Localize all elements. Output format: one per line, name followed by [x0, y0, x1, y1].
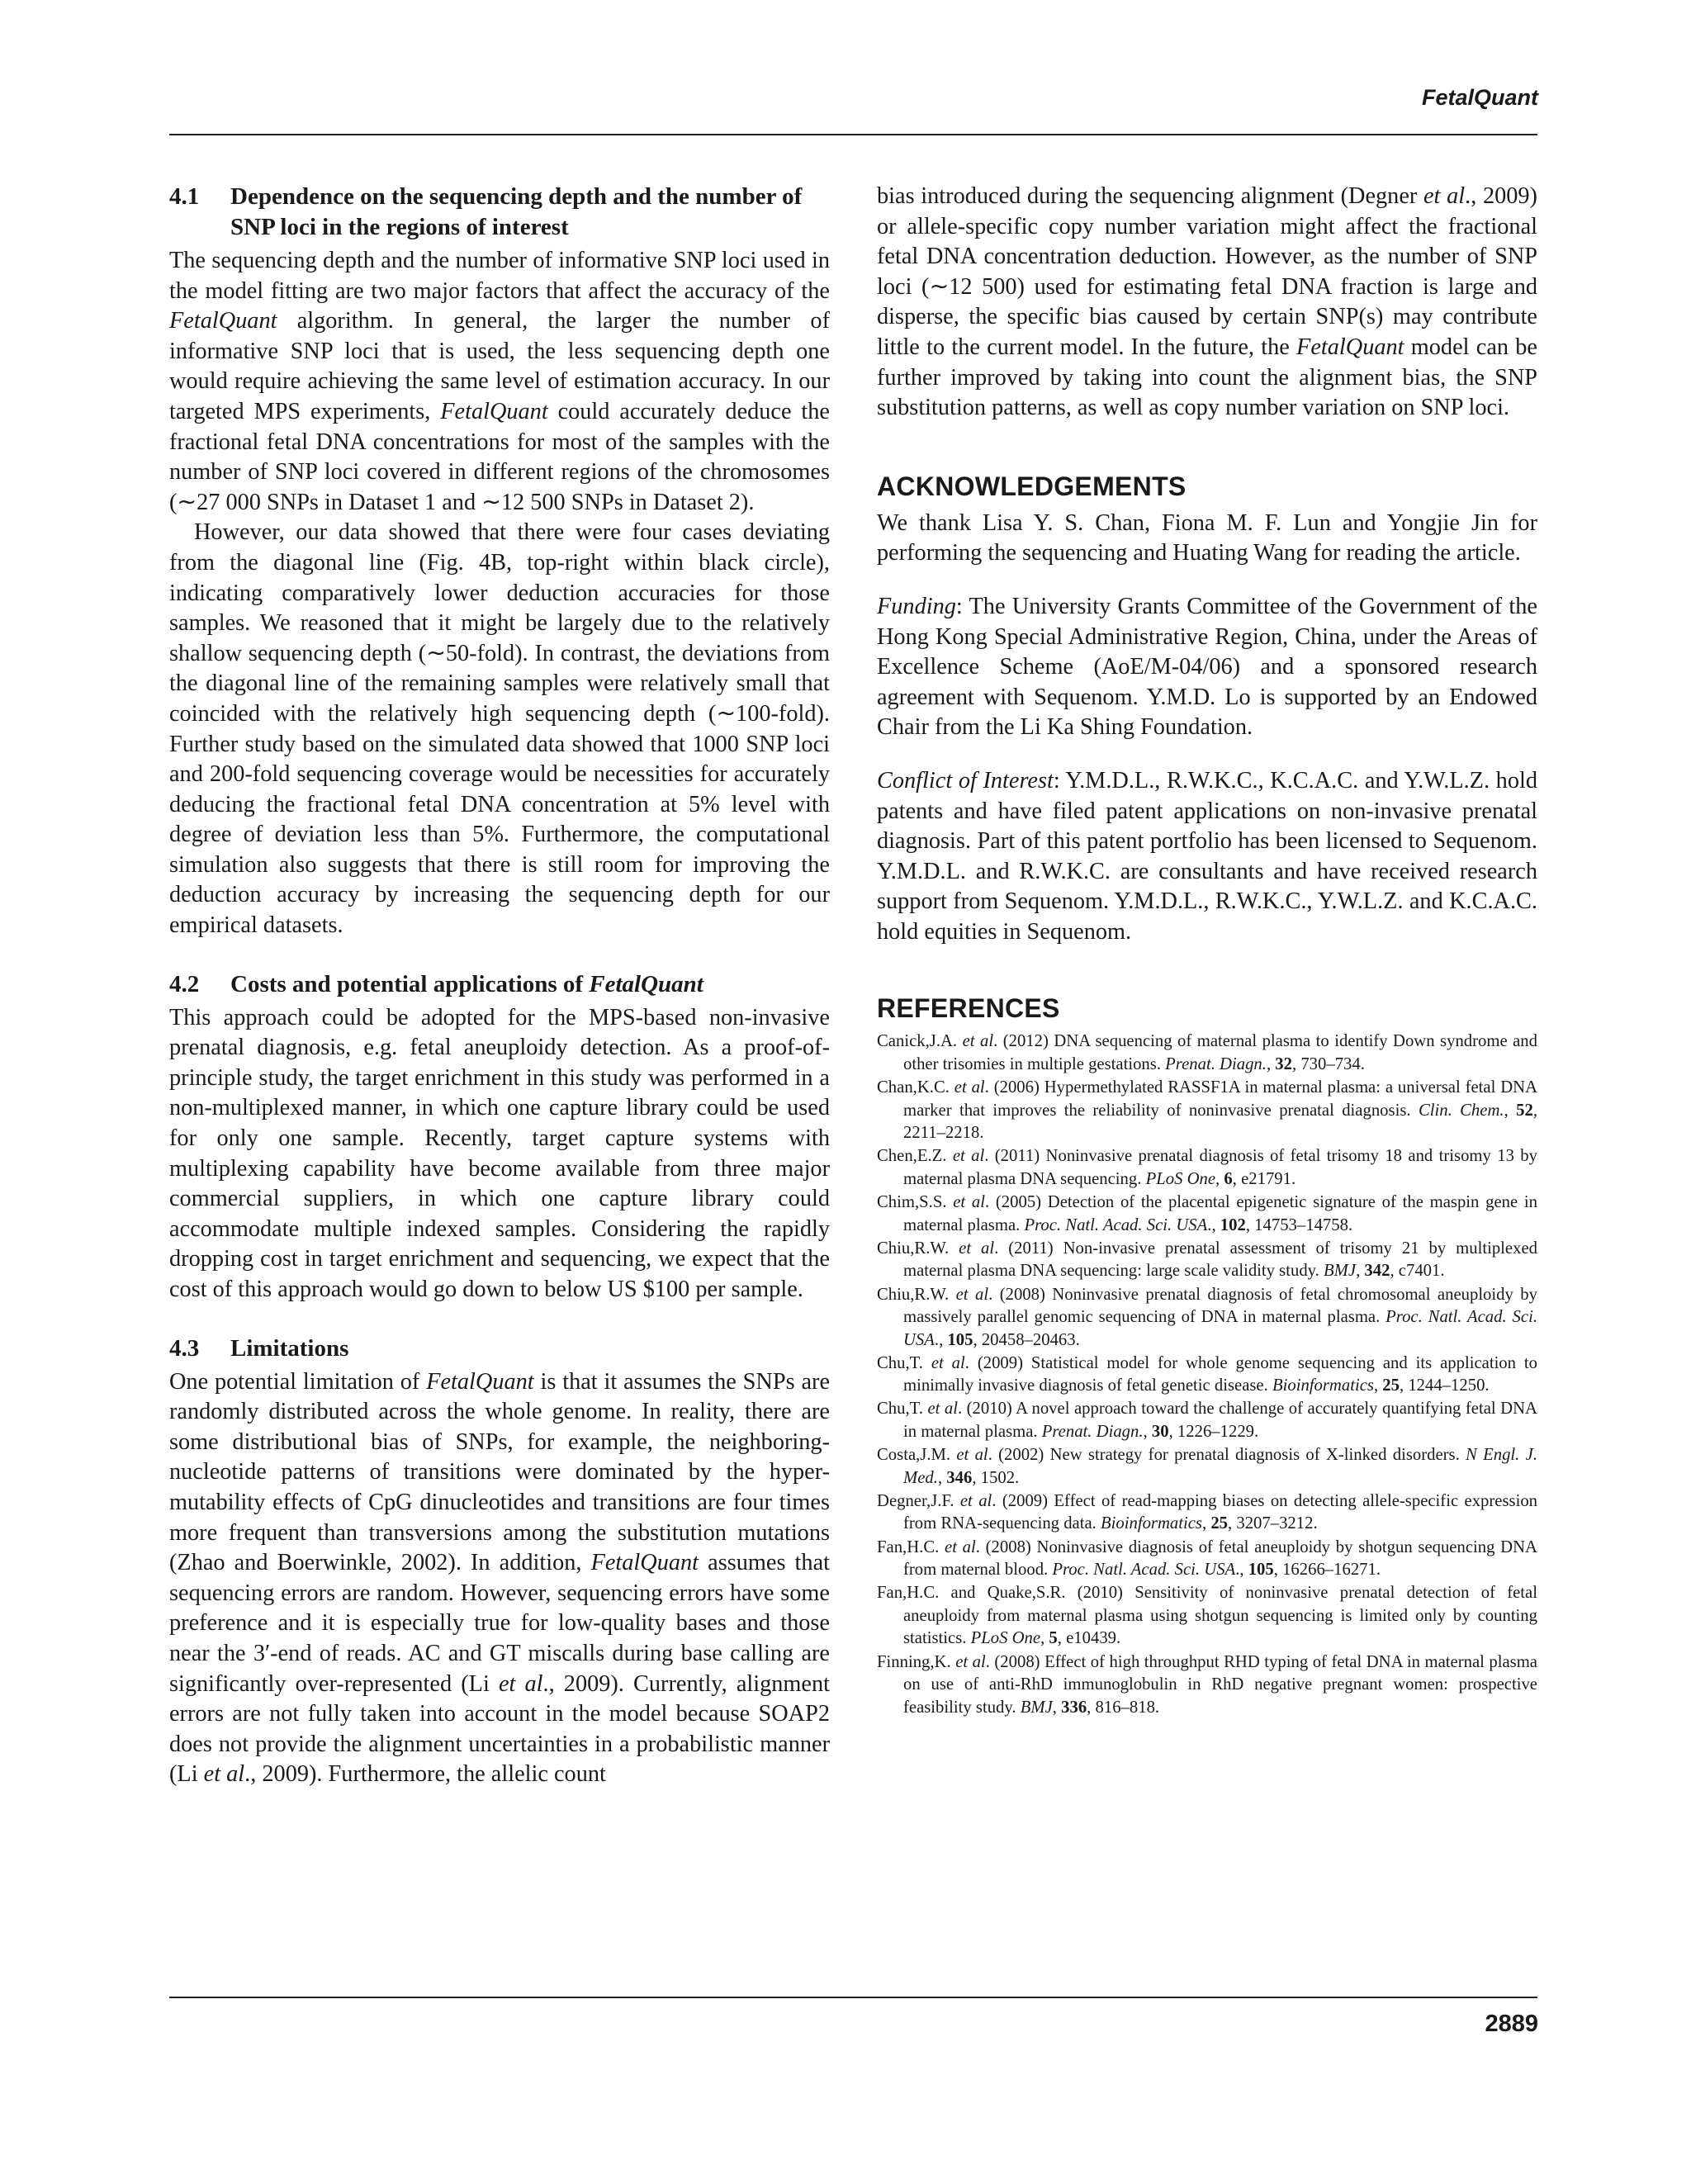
acknowledgements-heading: ACKNOWLEDGEMENTS — [877, 471, 1187, 501]
section-heading-4-3 — [169, 1334, 830, 1364]
reference-item: Costa,J.M. et al. (2002) New strategy for prenatal diagnosis of X-linked disorders. N Engl. J. Med., 346, 1502. — [877, 1446, 1537, 1487]
right-column — [877, 182, 1537, 1720]
reference-item: Chu,T. et al. (2009) Statistical model for whole genome sequencing and its application to minimally invasive diagnosis of fetal genetic disease. Bioinformatics, 25, 1244–1250. — [877, 1353, 1537, 1395]
acknowledgements-paragraph: We thank Lisa Y. S. Chan, Fiona M. F. Lun and Yongjie Jin for performing the sequencing and Huating Wang for reading the article. — [877, 509, 1537, 566]
section-title: Limitations — [230, 1334, 349, 1362]
paragraph: bias introduced during the sequencing alignment (Degner et al., 2009) or allele-specific copy number variation might affect the fractional fetal DNA concentration deduction. However, as the number of SNP loci (∼12 500) used for estimating fetal DNA fraction is large and disperse, the specific bias caused by certain SNP(s) may contribute little to the current model. In the future, the FetalQuant model can be further improved by taking into count the alignment bias, the SNP substitution patterns, as well as copy number variation on SNP loci. — [877, 183, 1537, 421]
reference-item: Finning,K. et al. (2008) Effect of high throughput RHD typing of fetal DNA in maternal plasma on use of anti-RhD immunoglobulin in RhD negative pregnant women: prospective feasibility study. BMJ, 336, 816–818. — [877, 1652, 1537, 1717]
reference-item: Canick,J.A. et al. (2012) DNA sequencing of maternal plasma to identify Down syndrome and other trisomies in multiple gestations. Prenat. Diagn., 32, 730–734. — [877, 1032, 1537, 1074]
reference-item: Chan,K.C. et al. (2006) Hypermethylated RASSF1A in maternal plasma: a universal fetal DNA marker that improves the reliability of noninvasive prenatal diagnosis. Clin. Chem., 52, 2211–2218. — [877, 1078, 1538, 1143]
section-heading-4-1 — [169, 182, 830, 243]
header-rule — [169, 134, 1537, 135]
reference-item: Fan,H.C. and Quake,S.R. (2010) Sensitivity of noninvasive prenatal detection of fetal aneuploidy from maternal plasma using shotgun sequencing is limited only by counting statistics. PLoS One, 5, e10439. — [877, 1584, 1537, 1648]
section-title: Costs and potential applications of FetalQuant — [230, 970, 703, 997]
section-number: 4.3 — [169, 1334, 200, 1362]
conflict-of-interest-paragraph: Conflict of Interest: Y.M.D.L., R.W.K.C., K.C.A.C. and Y.W.L.Z. hold patents and have filed patent applications on non-invasive prenatal diagnosis. Part of this patent portfolio has been licensed to Sequenom. Y.M.D.L. and R.W.K.C. are consultants and have received research support from Sequenom. Y.M.D.L., R.W.K.C., Y.W.L.Z. and K.C.A.C. hold equities in Sequenom. — [877, 767, 1537, 945]
running-head-journal-title: FetalQuant — [1421, 85, 1538, 110]
paragraph: This approach could be adopted for the MPS-based non-invasive prenatal diagnosis, e.g. fetal aneuploidy detection. As a proof-of-principle study, the target enrichment in this study was performed in a non-multiplexed manner, in which one capture library could be used for only one sample. Recently, target capture systems with multiplexing capability have become available from three major commercial suppliers, in which one capture library could accommodate multiple indexed samples. Considering the rapidly dropping cost in target enrichment and sequencing, we expect that the cost of this approach would go down to below US $100 per sample. — [169, 1004, 830, 1302]
section-heading-4-2 — [169, 969, 830, 1000]
reference-list — [877, 1030, 1537, 1719]
reference-item: Chen,E.Z. et al. (2011) Noninvasive prenatal diagnosis of fetal trisomy 18 and trisomy 13 by maternal plasma DNA sequencing. PLoS One, 6, e21791. — [877, 1147, 1537, 1189]
reference-item: Chu,T. et al. (2010) A novel approach toward the challenge of accurately quantifying fetal DNA in maternal plasma. Prenat. Diagn., 30, 1226–1229. — [877, 1400, 1537, 1442]
section-number: 4.1 — [169, 183, 200, 210]
reference-item: Chiu,R.W. et al. (2011) Non-invasive prenatal assessment of trisomy 21 by multiplexed maternal plasma DNA sequencing: large scale validity study. BMJ, 342, c7401. — [877, 1239, 1537, 1281]
funding-paragraph: Funding: The University Grants Committee of the Government of the Hong Kong Special Administrative Region, China, under the Areas of Excellence Scheme (AoE/M-04/06) and a sponsored research agreement with Sequenom. Y.M.D. Lo is supported by an Endowed Chair from the Li Ka Shing Foundation. — [877, 593, 1537, 741]
reference-item: Degner,J.F. et al. (2009) Effect of read-mapping biases on detecting allele-specific expression from RNA-sequencing data. Bioinformatics, 25, 3207–3212. — [877, 1491, 1538, 1533]
paragraph: The sequencing depth and the number of informative SNP loci used in the model fitting are two major factors that affect the accuracy of the FetalQuant algorithm. In general, the larger the number of informative SNP loci that is used, the less sequencing depth one would require achieving the same level of estimation accuracy. In our targeted MPS experiments, FetalQuant could accurately deduce the fractional fetal DNA concentrations for most of the samples with the number of SNP loci covered in different regions of the chromosomes (∼27 000 SNPs in Dataset 1 and ∼12 500 SNPs in Dataset 2). — [169, 248, 830, 515]
reference-item: Chiu,R.W. et al. (2008) Noninvasive prenatal diagnosis of fetal chromosomal aneuploidy by massively parallel genomic sequencing of DNA in maternal plasma. Proc. Natl. Acad. Sci. USA., 105, 20458–20463. — [877, 1285, 1537, 1349]
left-column — [169, 182, 830, 1790]
references-heading: REFERENCES — [877, 993, 1060, 1024]
section-title: Dependence on the sequencing depth and the number of SNP loci in the regions of interest — [230, 183, 803, 240]
page-number: 2889 — [1485, 2011, 1538, 2037]
paragraph: One potential limitation of FetalQuant is that it assumes the SNPs are randomly distributed across the whole genome. In reality, there are some distributional bias of SNPs, for example, the neighboring-nucleotide patterns of transitions were dominated by the hyper-mutability effects of CpG dinucleotides and transitions are four times more frequent than transversions among the substitution mutations (Zhao and Boerwinkle, 2002). In addition, FetalQuant assumes that sequencing errors are random. However, sequencing errors have some preference and it is especially true for low-quality bases and those near the 3′-end of reads. AC and GT miscalls during base calling are significantly over-represented (Li et al., 2009). Currently, alignment errors are not fully taken into account in the model because SOAP2 does not provide the alignment uncertainties in a probabilistic manner (Li et al., 2009). Furthermore, the allelic count — [169, 1368, 831, 1788]
paragraph: However, our data showed that there were four cases deviating from the diagonal line (Fig. 4B, top-right within black circle), indicating comparatively lower deduction accuracies for those samples. We reasoned that it might be largely due to the relatively shallow sequencing depth (∼50-fold). In contrast, the deviations from the diagonal line of the remaining samples were relatively small that coincided with the relatively high sequencing depth (∼100-fold). Further study based on the simulated data showed that 1000 SNP loci and 200-fold sequencing coverage would be necessities for accurately deducing the fractional fetal DNA concentration at 5% level with degree of deviation less than 5%. Furthermore, the computational simulation also suggests that there is still room for improving the deduction accuracy by increasing the sequencing depth for our empirical datasets. — [169, 519, 830, 939]
footer-rule — [169, 1997, 1537, 1998]
reference-item: Fan,H.C. et al. (2008) Noninvasive diagnosis of fetal aneuploidy by shotgun sequencing DNA from maternal blood. Proc. Natl. Acad. Sci. USA., 105, 16266–16271. — [877, 1537, 1537, 1580]
reference-item: Chim,S.S. et al. (2005) Detection of the placental epigenetic signature of the maspin gene in maternal plasma. Proc. Natl. Acad. Sci. USA., 102, 14753–14758. — [877, 1193, 1537, 1234]
section-number: 4.2 — [169, 970, 200, 997]
